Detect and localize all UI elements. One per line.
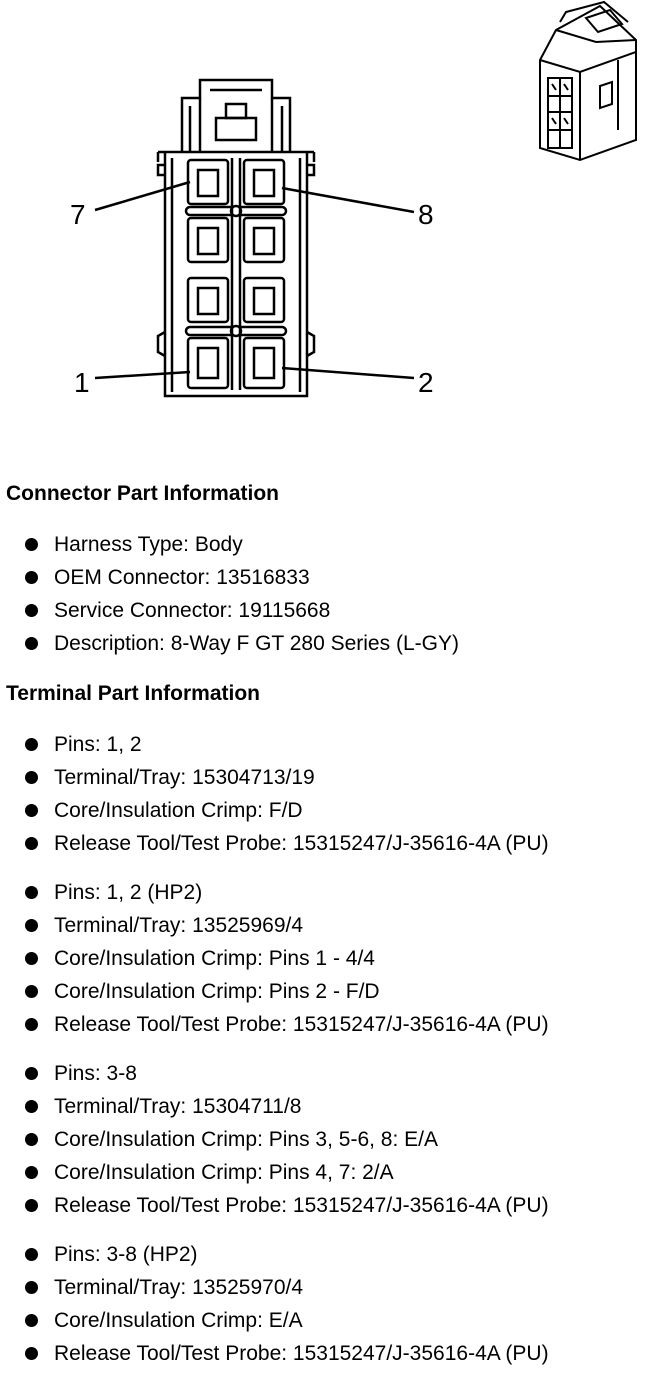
list-item [0,528,672,561]
bullet-icon [25,886,38,899]
terminal-group-list [0,728,672,860]
bullet-icon [25,604,38,617]
list-item-text: Release Tool/Test Probe: 15315247/J-35616-4A (PU) [54,1342,549,1365]
connector-diagram [0,0,672,460]
pin-label-1: 1 [74,367,90,398]
part-information [0,476,672,1370]
bullet-icon [25,1133,38,1146]
terminal-group-list [0,876,672,1041]
list-item [0,794,672,827]
list-item-text: Core/Insulation Crimp: Pins 1 - 4/4 [54,947,375,970]
pin-label-2: 2 [418,367,434,398]
list-item [0,1123,672,1156]
list-item-text: Release Tool/Test Probe: 15315247/J-35616-4A (PU) [54,832,549,855]
list-item [0,1156,672,1189]
bullet-icon [25,837,38,850]
connector-isometric-view [540,2,636,160]
list-item [0,1057,672,1090]
list-item-text: Pins: 1, 2 [54,733,142,756]
list-item-text: Core/Insulation Crimp: Pins 2 - F/D [54,980,380,1003]
list-item-text: Service Connector: 19115668 [54,599,331,622]
bullet-icon [25,919,38,932]
list-item [0,728,672,761]
list-item-text: Description: 8-Way F GT 280 Series (L-GY) [54,632,459,655]
terminal-group-list [0,1057,672,1222]
list-item [0,1337,672,1370]
list-item-text: Core/Insulation Crimp: Pins 4, 7: 2/A [54,1161,394,1184]
list-item-text: Pins: 1, 2 (HP2) [54,881,203,904]
list-item-text: Pins: 3-8 (HP2) [54,1243,198,1266]
list-item-text: Harness Type: Body [54,533,243,556]
list-item [0,876,672,909]
list-item [0,1271,672,1304]
list-item-text: Release Tool/Test Probe: 15315247/J-35616-4A (PU) [54,1013,549,1036]
list-item [0,594,672,627]
bullet-icon [25,1314,38,1327]
bullet-icon [25,1166,38,1179]
list-item-text: Terminal/Tray: 15304711/8 [54,1095,302,1118]
list-item [0,827,672,860]
pin-label-8: 8 [418,199,434,230]
bullet-icon [25,1347,38,1360]
bullet-icon [25,771,38,784]
list-item-text: Terminal/Tray: 15304713/19 [54,766,315,789]
connector-info-heading: Connector Part Information [6,482,280,505]
bullet-icon [25,1100,38,1113]
bullet-icon [25,1067,38,1080]
bullet-icon [25,538,38,551]
list-item-text: Core/Insulation Crimp: F/D [54,799,303,822]
list-item [0,1090,672,1123]
list-item [0,1238,672,1271]
list-item [0,561,672,594]
connector-info-list [0,528,672,660]
list-item [0,761,672,794]
connector-face [158,80,314,396]
bullet-icon [25,952,38,965]
terminal-info-heading: Terminal Part Information [6,682,260,705]
list-item [0,975,672,1008]
bullet-icon [25,571,38,584]
terminal-info-groups [0,728,672,1370]
bullet-icon [25,637,38,650]
bullet-icon [25,1281,38,1294]
list-item-text: Pins: 3-8 [54,1062,137,1085]
list-item [0,942,672,975]
list-item-text: Release Tool/Test Probe: 15315247/J-35616-4A (PU) [54,1194,549,1217]
list-item-text: OEM Connector: 13516833 [54,566,310,589]
list-item [0,1008,672,1041]
list-item-text: Terminal/Tray: 13525970/4 [54,1276,304,1299]
bullet-icon [25,1199,38,1212]
bullet-icon [25,1018,38,1031]
list-item [0,1189,672,1222]
list-item [0,909,672,942]
list-item-text: Core/Insulation Crimp: E/A [54,1309,303,1332]
terminal-group-list [0,1238,672,1370]
list-item [0,1304,672,1337]
pin-label-7: 7 [70,199,86,230]
bullet-icon [25,985,38,998]
list-item-text: Terminal/Tray: 13525969/4 [54,914,304,937]
bullet-icon [25,1248,38,1261]
list-item-text: Core/Insulation Crimp: Pins 3, 5-6, 8: E/A [54,1128,438,1151]
list-item [0,627,672,660]
connector-cavities [188,160,284,388]
bullet-icon [25,738,38,751]
bullet-icon [25,804,38,817]
